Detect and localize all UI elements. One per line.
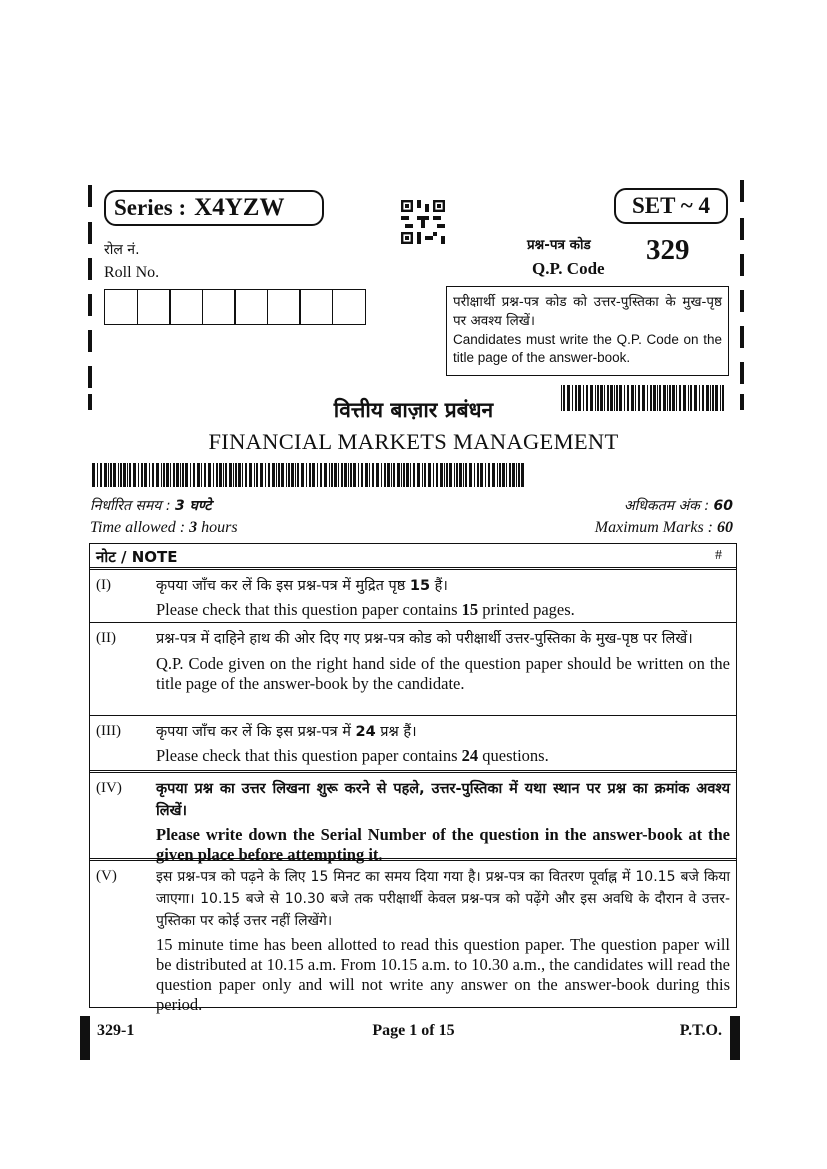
- barcode-bar: [454, 463, 455, 487]
- barcode-bar: [245, 463, 247, 487]
- barcode-bar: [406, 463, 409, 487]
- title-hindi: वित्तीय बाज़ार प्रबंधन: [333, 398, 494, 422]
- barcode-bar: [156, 463, 159, 487]
- barcode-bar: [123, 463, 126, 487]
- qp-note-hindi: परीक्षार्थी प्रश्न-पत्र कोड को उत्तर-पुस्तिका के मुख-पृष्ठ पर अवश्य लिखें।: [453, 294, 722, 329]
- set-label: SET ~ 4: [631, 193, 711, 218]
- barcode-bar: [499, 463, 501, 487]
- barcode-bar: [295, 463, 296, 487]
- barcode-bar: [417, 463, 420, 487]
- barcode-bar: [235, 463, 237, 487]
- note-english: Q.P. Code given on the right hand side of the question paper should be written on the title page of the answer-book by the candidate.: [156, 654, 730, 693]
- barcode-bar: [387, 463, 390, 487]
- barcode-bar: [338, 463, 339, 487]
- barcode-bar: [149, 463, 150, 487]
- barcode-bar: [276, 463, 277, 487]
- barcode-bar: [331, 463, 333, 487]
- note-english: Please check that this question paper contains 15 printed pages.: [156, 600, 575, 619]
- barcode-bar: [348, 463, 349, 487]
- barcode-bar: [201, 463, 202, 487]
- barcode-bar: [436, 463, 438, 487]
- barcode-bar: [141, 463, 143, 487]
- time-english-label: Time allowed :: [90, 519, 186, 536]
- marks-english-value: 60: [717, 519, 733, 536]
- footer-pto: P.T.O.: [679, 1022, 722, 1039]
- barcode-bar: [424, 463, 426, 487]
- barcode-bar: [238, 463, 241, 487]
- note-number: (II): [96, 630, 116, 646]
- barcode-bar: [170, 463, 171, 487]
- barcode-bar: [509, 463, 511, 487]
- barcode-bar: [138, 463, 139, 487]
- barcode-bar: [456, 463, 458, 487]
- barcode-bar: [197, 463, 200, 487]
- footer-page: Page 1 of 15: [372, 1022, 455, 1039]
- note-row: [90, 858, 736, 1014]
- note-row: [90, 567, 736, 622]
- time-hindi-value: 3 घण्टे: [175, 498, 212, 514]
- barcode-bar: [223, 463, 224, 487]
- barcode-bar: [268, 463, 270, 487]
- set-box: [614, 188, 728, 224]
- barcode-bar: [229, 463, 232, 487]
- barcode-bar: [180, 463, 181, 487]
- marks-hindi-value: 60: [713, 498, 733, 514]
- barcode-bar: [341, 463, 343, 487]
- barcode-bar: [516, 463, 517, 487]
- barcode-bar: [100, 463, 102, 487]
- barcode-bar: [301, 463, 304, 487]
- qp-code-value: 329: [646, 234, 690, 266]
- barcode-bar: [278, 463, 280, 487]
- barcode-bar: [254, 463, 255, 487]
- barcode-bar: [324, 463, 327, 487]
- barcode-bar: [329, 463, 330, 487]
- footer-code: 329-1: [97, 1022, 135, 1039]
- roll-no-hindi: रोल नं.: [104, 242, 140, 258]
- barcode-bar: [110, 463, 112, 487]
- barcode-bar: [163, 463, 165, 487]
- barcode-bar: [97, 463, 98, 487]
- note-number: (V): [96, 868, 117, 884]
- barcode-bar: [133, 463, 136, 487]
- time-english-value: 3: [189, 519, 198, 536]
- barcode-bar: [260, 463, 263, 487]
- roll-cell[interactable]: [169, 289, 203, 325]
- barcode-bar: [350, 463, 352, 487]
- qp-code-note-box: [446, 286, 729, 376]
- barcode-bar: [465, 463, 467, 487]
- series-code: X4YZW: [194, 194, 285, 221]
- barcode-bar: [320, 463, 322, 487]
- barcode-bar: [176, 463, 179, 487]
- barcode-bar: [208, 463, 211, 487]
- barcode-bar: [344, 463, 347, 487]
- note-english: Please check that this question paper contains 24 questions.: [156, 746, 549, 765]
- barcode-bar: [502, 463, 505, 487]
- note-row: [90, 622, 736, 715]
- barcode-bar: [361, 463, 363, 487]
- barcode-bar: [403, 463, 405, 487]
- roll-cell[interactable]: [137, 289, 171, 325]
- barcode-bar: [118, 463, 119, 487]
- barcode-bar: [291, 463, 294, 487]
- marks-english-label: Maximum Marks :: [594, 519, 713, 536]
- note-hindi: इस प्रश्न-पत्र को पढ़ने के लिए 15 मिनट का समय दिया गया है। प्रश्न-पत्र का वितरण पूर्वाह्न में 10.15 बजे किया जाएगा। 10.15 बजे से 10.30 बजे तक परीक्षार्थी केवल प्रश्न-पत्र को पढ़ेंगे और इस अवधि के दौरान वे उत्तर-पुस्तिका पर कोई उत्तर नहीं लिखेंगे।: [156, 869, 730, 929]
- barcode-bar: [485, 463, 486, 487]
- barcode-bar: [401, 463, 402, 487]
- title-english: FINANCIAL MARKETS MANAGEMENT: [208, 429, 619, 454]
- barcode-middle-icon: [92, 463, 530, 487]
- marks-hindi: [624, 496, 733, 515]
- barcode-bar: [249, 463, 252, 487]
- note-hindi: प्रश्न-पत्र में दाहिने हाथ की ओर दिए गए प्रश्न-पत्र कोड को परीक्षार्थी उत्तर-पुस्तिका के मुख-पृष्ठ पर लिखें।: [156, 631, 693, 647]
- roll-cell[interactable]: [332, 289, 366, 325]
- barcode-bar: [474, 463, 475, 487]
- barcode-bar: [286, 463, 287, 487]
- barcode-bar: [185, 463, 188, 487]
- barcode-bar: [152, 463, 154, 487]
- note-number: (IV): [96, 780, 122, 796]
- note-hindi: कृपया प्रश्न का उत्तर लिखना शुरू करने से पहले, उत्तर-पुस्तिका में यथा स्थान पर प्रश्न का क्रमांक अवश्य लिखें।: [156, 781, 730, 819]
- barcode-bar: [144, 463, 147, 487]
- note-row: [90, 715, 736, 770]
- qr-code-icon: [401, 200, 445, 244]
- barcode-bar: [440, 463, 443, 487]
- note-hindi: कृपया जाँच कर लें कि इस प्रश्न-पत्र में मुद्रित पृष्ठ 15 हैं।: [156, 578, 448, 594]
- barcode-bar: [317, 463, 318, 487]
- barcode-bar: [463, 463, 464, 487]
- barcode-bar: [488, 463, 490, 487]
- barcode-bar: [104, 463, 107, 487]
- note-number: (III): [96, 723, 121, 739]
- barcode-bar: [297, 463, 299, 487]
- barcode-bar: [193, 463, 195, 487]
- barcode-bar: [506, 463, 507, 487]
- note-english: 15 minute time has been allotted to read this question paper. The question paper will be distributed at 10.15 a.m. From 10.15 a.m. to 10.30 a.m., the candidates will read the question paper only and will not write any answer on the answer-book during this period.: [156, 935, 730, 1014]
- time-hindi-label: निर्धारित समय :: [90, 498, 171, 514]
- barcode-bar: [92, 463, 95, 487]
- notes-hash: #: [715, 548, 722, 563]
- barcode-bar: [216, 463, 218, 487]
- notes-heading: नोट / NOTE: [96, 548, 178, 566]
- barcode-bar: [381, 463, 382, 487]
- note-row: [90, 770, 736, 864]
- roll-number-grid[interactable]: [104, 289, 364, 325]
- roll-cell[interactable]: [267, 289, 301, 325]
- barcode-bar: [233, 463, 234, 487]
- barcode-bar: [108, 463, 109, 487]
- barcode-bar: [518, 463, 520, 487]
- time-hindi: [90, 496, 211, 515]
- note-english: Please write down the Serial Number of the question in the answer-book at the given place before attempting it.: [156, 825, 730, 864]
- barcode-bar: [365, 463, 368, 487]
- barcode-bar: [281, 463, 284, 487]
- series-box: [104, 190, 324, 226]
- barcode-bar: [384, 463, 386, 487]
- barcode-bar: [358, 463, 359, 487]
- barcode-bar: [372, 463, 374, 487]
- time-english-unit: hours: [201, 519, 238, 536]
- barcode-bar: [182, 463, 184, 487]
- barcode-bar: [127, 463, 128, 487]
- notes-table: [89, 543, 737, 1014]
- barcode-bar: [459, 463, 462, 487]
- roll-cell[interactable]: [299, 289, 333, 325]
- roll-cell[interactable]: [104, 289, 138, 325]
- barcode-bar: [480, 463, 483, 487]
- barcode-bar: [397, 463, 400, 487]
- barcode-bar: [497, 463, 498, 487]
- barcode-bar: [129, 463, 131, 487]
- barcode-bar: [334, 463, 337, 487]
- barcode-bar: [173, 463, 175, 487]
- note-number: (I): [96, 577, 111, 593]
- barcode-bar: [512, 463, 515, 487]
- barcode-bar: [120, 463, 122, 487]
- barcode-bar: [428, 463, 431, 487]
- barcode-bar: [477, 463, 479, 487]
- barcode-bar: [521, 463, 524, 487]
- barcode-bar: [376, 463, 379, 487]
- barcode-bar: [204, 463, 206, 487]
- barcode-bar: [433, 463, 434, 487]
- barcode-bar: [213, 463, 214, 487]
- barcode-bar: [225, 463, 227, 487]
- barcode-bar: [190, 463, 191, 487]
- barcode-bar: [288, 463, 290, 487]
- barcode-bar: [410, 463, 411, 487]
- barcode-bar: [391, 463, 392, 487]
- note-hindi: कृपया जाँच कर लें कि इस प्रश्न-पत्र में 24 प्रश्न हैं।: [156, 724, 417, 740]
- barcode-bar: [312, 463, 315, 487]
- barcode-bar: [413, 463, 415, 487]
- barcode-bar: [242, 463, 243, 487]
- barcode-bar: [166, 463, 169, 487]
- barcode-bar: [446, 463, 448, 487]
- qp-code-hindi: प्रश्न-पत्र कोड: [527, 237, 591, 253]
- qp-note-english: Candidates must write the Q.P. Code on the title page of the answer-book.: [453, 332, 722, 365]
- barcode-bar: [393, 463, 395, 487]
- barcode-bar: [306, 463, 307, 487]
- qp-code-english: Q.P. Code: [532, 259, 605, 278]
- marks-english: [595, 519, 733, 537]
- barcode-bar: [444, 463, 445, 487]
- barcode-bar: [309, 463, 311, 487]
- time-english: [90, 519, 238, 537]
- barcode-bar: [113, 463, 116, 487]
- barcode-bar: [449, 463, 452, 487]
- barcode-bar: [219, 463, 222, 487]
- roll-no-english: Roll No.: [104, 264, 160, 281]
- roll-cell[interactable]: [202, 289, 236, 325]
- barcode-bar: [161, 463, 162, 487]
- barcode-bar: [272, 463, 275, 487]
- barcode-bar: [469, 463, 472, 487]
- barcode-bar: [265, 463, 266, 487]
- roll-cell[interactable]: [234, 289, 268, 325]
- marks-hindi-label: अधिकतम अंक :: [623, 498, 710, 514]
- barcode-bar: [256, 463, 258, 487]
- barcode-bar: [369, 463, 370, 487]
- barcode-bar: [422, 463, 423, 487]
- barcode-bar: [353, 463, 356, 487]
- barcode-bar: [492, 463, 495, 487]
- series-label: Series :: [114, 195, 187, 220]
